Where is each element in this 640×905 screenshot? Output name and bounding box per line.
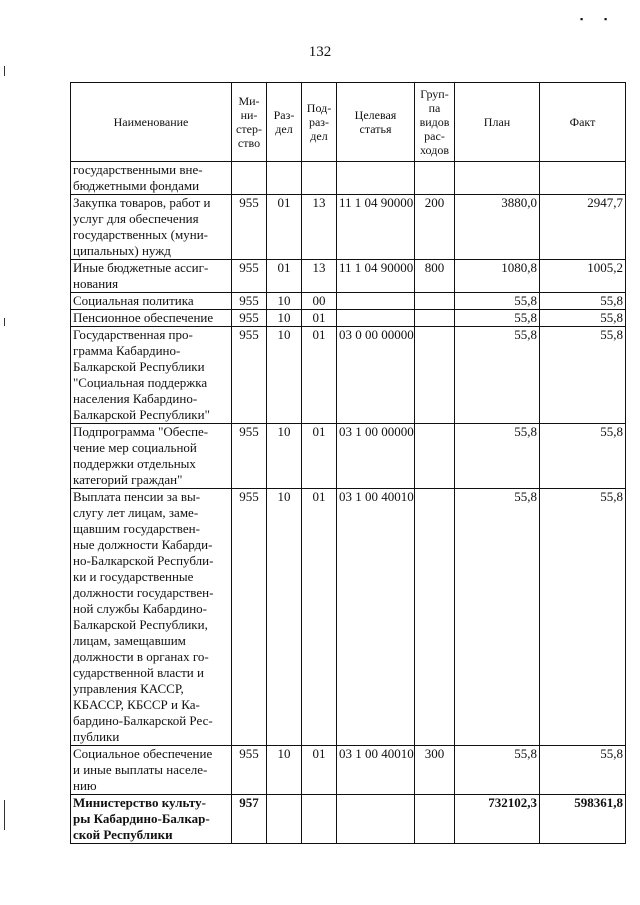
- table-row: [71, 260, 626, 293]
- col-header-group: [415, 83, 455, 162]
- col-header-ministry-text: Ми- ни- стер- ство: [236, 94, 262, 150]
- cell-subsection: 13: [302, 260, 337, 293]
- cell-name: Социальная политика: [71, 293, 232, 310]
- margin-mark-3: [4, 800, 5, 830]
- table-row: [71, 424, 626, 489]
- cell-name: государственными вне- бюджетными фондами: [71, 162, 232, 195]
- cell-fact: 55,8: [540, 293, 626, 310]
- col-header-fact-text: Факт: [569, 115, 596, 129]
- cell-target: 11 1 04 90000: [337, 195, 415, 260]
- cell-plan: 55,8: [455, 327, 540, 424]
- cell-plan: 55,8: [455, 489, 540, 746]
- cell-ministry: 957: [232, 795, 267, 844]
- table-body: [71, 162, 626, 844]
- cell-section: 10: [267, 293, 302, 310]
- cell-fact: 55,8: [540, 424, 626, 489]
- cell-group: [415, 310, 455, 327]
- cell-fact: 598361,8: [540, 795, 626, 844]
- cell-target: 03 1 00 00000: [337, 424, 415, 489]
- cell-group: 200: [415, 195, 455, 260]
- cell-group: [415, 489, 455, 746]
- cell-subsection: 01: [302, 746, 337, 795]
- cell-subsection: 00: [302, 293, 337, 310]
- cell-fact: 55,8: [540, 310, 626, 327]
- table-row: [71, 327, 626, 424]
- cell-target: 03 1 00 40010: [337, 489, 415, 746]
- cell-fact: 2947,7: [540, 195, 626, 260]
- cell-subsection: 13: [302, 195, 337, 260]
- cell-fact: 55,8: [540, 746, 626, 795]
- cell-section: 10: [267, 310, 302, 327]
- col-header-target-text: Целевая статья: [354, 108, 397, 136]
- scan-mark-dot: ▪: [580, 14, 584, 24]
- cell-ministry: 955: [232, 310, 267, 327]
- cell-group: 800: [415, 260, 455, 293]
- cell-section: 10: [267, 327, 302, 424]
- cell-fact: 1005,2: [540, 260, 626, 293]
- col-header-plan: [455, 83, 540, 162]
- cell-subsection: 01: [302, 424, 337, 489]
- col-header-subsection-text: Под- раз- дел: [306, 101, 332, 143]
- cell-plan: 3880,0: [455, 195, 540, 260]
- cell-target: [337, 795, 415, 844]
- cell-plan: 1080,8: [455, 260, 540, 293]
- cell-subsection: [302, 162, 337, 195]
- cell-target: 11 1 04 90000: [337, 260, 415, 293]
- cell-name: Пенсионное обеспечение: [71, 310, 232, 327]
- cell-group: [415, 293, 455, 310]
- col-header-section: [267, 83, 302, 162]
- cell-target: [337, 162, 415, 195]
- col-header-name: [71, 83, 232, 162]
- cell-group: [415, 424, 455, 489]
- cell-ministry: 955: [232, 195, 267, 260]
- table-row: [71, 489, 626, 746]
- cell-ministry: [232, 162, 267, 195]
- cell-section: [267, 162, 302, 195]
- scan-mark-dot: ▪: [604, 14, 608, 24]
- cell-section: 10: [267, 424, 302, 489]
- cell-fact: 55,8: [540, 327, 626, 424]
- cell-section: 10: [267, 746, 302, 795]
- cell-name: Министерство культу- ры Кабардино-Балкар- ской Республики: [71, 795, 232, 844]
- cell-ministry: 955: [232, 327, 267, 424]
- table-row: [71, 310, 626, 327]
- cell-target: [337, 310, 415, 327]
- cell-plan: 55,8: [455, 293, 540, 310]
- cell-ministry: 955: [232, 260, 267, 293]
- col-header-fact: [540, 83, 626, 162]
- col-header-group-text: Груп- па видов рас- ходов: [419, 87, 450, 157]
- cell-target: [337, 293, 415, 310]
- table-row: [71, 746, 626, 795]
- cell-section: [267, 795, 302, 844]
- cell-name: Закупка товаров, работ и услуг для обеспечения государственных (муни- ципальных) нужд: [71, 195, 232, 260]
- cell-plan: 55,8: [455, 746, 540, 795]
- cell-name: Иные бюджетные ассиг- нования: [71, 260, 232, 293]
- col-header-plan-text: План: [483, 115, 511, 129]
- cell-subsection: [302, 795, 337, 844]
- col-header-subsection: [302, 83, 337, 162]
- table-row: [71, 195, 626, 260]
- cell-ministry: 955: [232, 746, 267, 795]
- table-row: [71, 162, 626, 195]
- cell-ministry: 955: [232, 489, 267, 746]
- cell-subsection: 01: [302, 327, 337, 424]
- cell-name: Подпрограмма "Обеспе- чение мер социальной поддержки отдельных категорий граждан": [71, 424, 232, 489]
- cell-group: [415, 162, 455, 195]
- table-row: [71, 795, 626, 844]
- budget-table: [70, 82, 626, 844]
- col-header-target: [337, 83, 415, 162]
- table-header-row: [71, 83, 626, 162]
- cell-subsection: 01: [302, 310, 337, 327]
- cell-group: 300: [415, 746, 455, 795]
- cell-section: 01: [267, 260, 302, 293]
- cell-ministry: 955: [232, 293, 267, 310]
- col-header-section-text: Раз- дел: [273, 108, 295, 136]
- cell-fact: [540, 162, 626, 195]
- cell-plan: 55,8: [455, 310, 540, 327]
- cell-target: 03 0 00 00000: [337, 327, 415, 424]
- cell-section: 01: [267, 195, 302, 260]
- cell-group: [415, 327, 455, 424]
- cell-fact: 55,8: [540, 489, 626, 746]
- cell-ministry: 955: [232, 424, 267, 489]
- col-header-name-text: Наименование: [113, 115, 189, 129]
- margin-mark-2: [4, 318, 5, 326]
- col-header-ministry: [232, 83, 267, 162]
- cell-group: [415, 795, 455, 844]
- cell-target: 03 1 00 40010: [337, 746, 415, 795]
- cell-plan: [455, 162, 540, 195]
- margin-mark-1: [4, 66, 5, 76]
- cell-name: Социальное обеспечение и иные выплаты населе- нию: [71, 746, 232, 795]
- cell-section: 10: [267, 489, 302, 746]
- cell-name: Выплата пенсии за вы- слугу лет лицам, заме- щавшим государствен- ные должности Кабарди- но-Балкарской Республи- ки и государственные должности государствен- ной службы Кабардино- Балкарской Республики, лицам, замещавшим должности в органах го- сударственной власти и управления КАССР, КБАССР, КБССР и Ка- бардино-Балкарской Рес- публики: [71, 489, 232, 746]
- page-number: 132: [308, 44, 332, 60]
- cell-subsection: 01: [302, 489, 337, 746]
- cell-name: Государственная про- грамма Кабардино- Балкарской Республики "Социальная поддержка населения Кабардино- Балкарской Республики": [71, 327, 232, 424]
- cell-plan: 55,8: [455, 424, 540, 489]
- cell-plan: 732102,3: [455, 795, 540, 844]
- table-row: [71, 293, 626, 310]
